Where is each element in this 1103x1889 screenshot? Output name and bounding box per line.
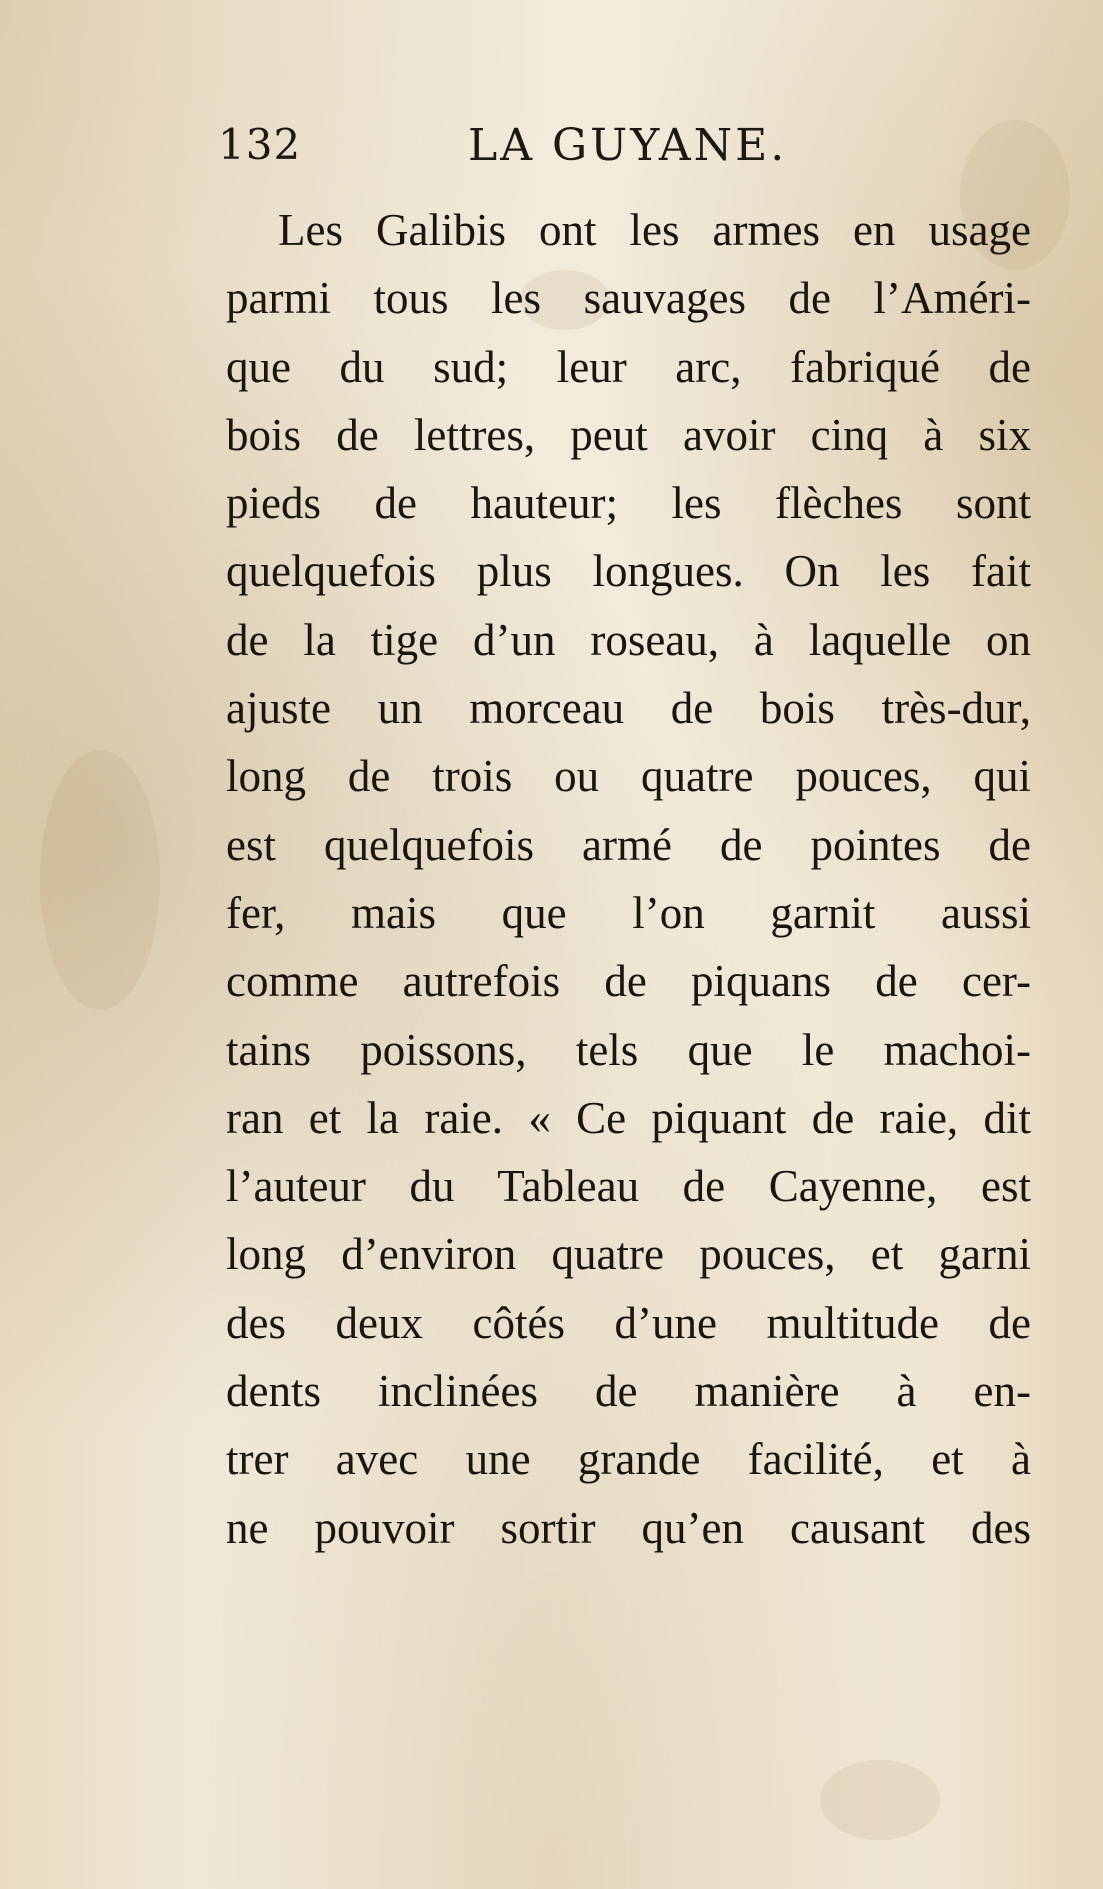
text-line: parmi tous les sauvages de l’Améri-: [226, 273, 1031, 324]
text-line: pieds de hauteur; les flèches sont: [226, 478, 1031, 529]
text-line: tains poissons, tels que le machoi-: [226, 1024, 1031, 1075]
running-head: [218, 120, 808, 180]
text-line: comme autrefois de piquans de cer-: [226, 956, 1031, 1007]
text-line: long d’environ quatre pouces, et garni: [226, 1229, 1031, 1280]
running-title: LA GUYANE.: [468, 120, 788, 171]
text-line: long de trois ou quatre pouces, qui: [226, 751, 1031, 802]
text-line: l’auteur du Tableau de Cayenne, est: [226, 1161, 1031, 1212]
text-line: quelquefois plus longues. On les fait: [226, 546, 1031, 597]
text-line: que du sud; leur arc, fabriqué de: [226, 341, 1031, 392]
text-line: ran et la raie. « Ce piquant de raie, dit: [226, 1092, 1031, 1143]
text-line: dents inclinées de manière à en-: [226, 1366, 1031, 1417]
text-line: des deux côtés d’une multitude de: [226, 1297, 1031, 1348]
page-number: 132: [218, 120, 302, 169]
paper-stain: [40, 750, 160, 1010]
body-text: [226, 196, 1031, 1562]
text-line: Les Galibis ont les armes en usage: [278, 205, 1031, 255]
text-line: ne pouvoir sortir qu’en causant des: [226, 1502, 1031, 1553]
text-line: fer, mais que l’on garnit aussi: [226, 887, 1031, 938]
text-line: trer avec une grande facilité, et à: [226, 1434, 1031, 1485]
text-line: est quelquefois armé de pointes de: [226, 819, 1031, 870]
text-line: ajuste un morceau de bois très-dur,: [226, 683, 1031, 734]
text-line: de la tige d’un roseau, à laquelle on: [226, 614, 1031, 665]
text-line: bois de lettres, peut avoir cinq à six: [226, 409, 1031, 460]
paper-stain: [820, 1760, 940, 1840]
